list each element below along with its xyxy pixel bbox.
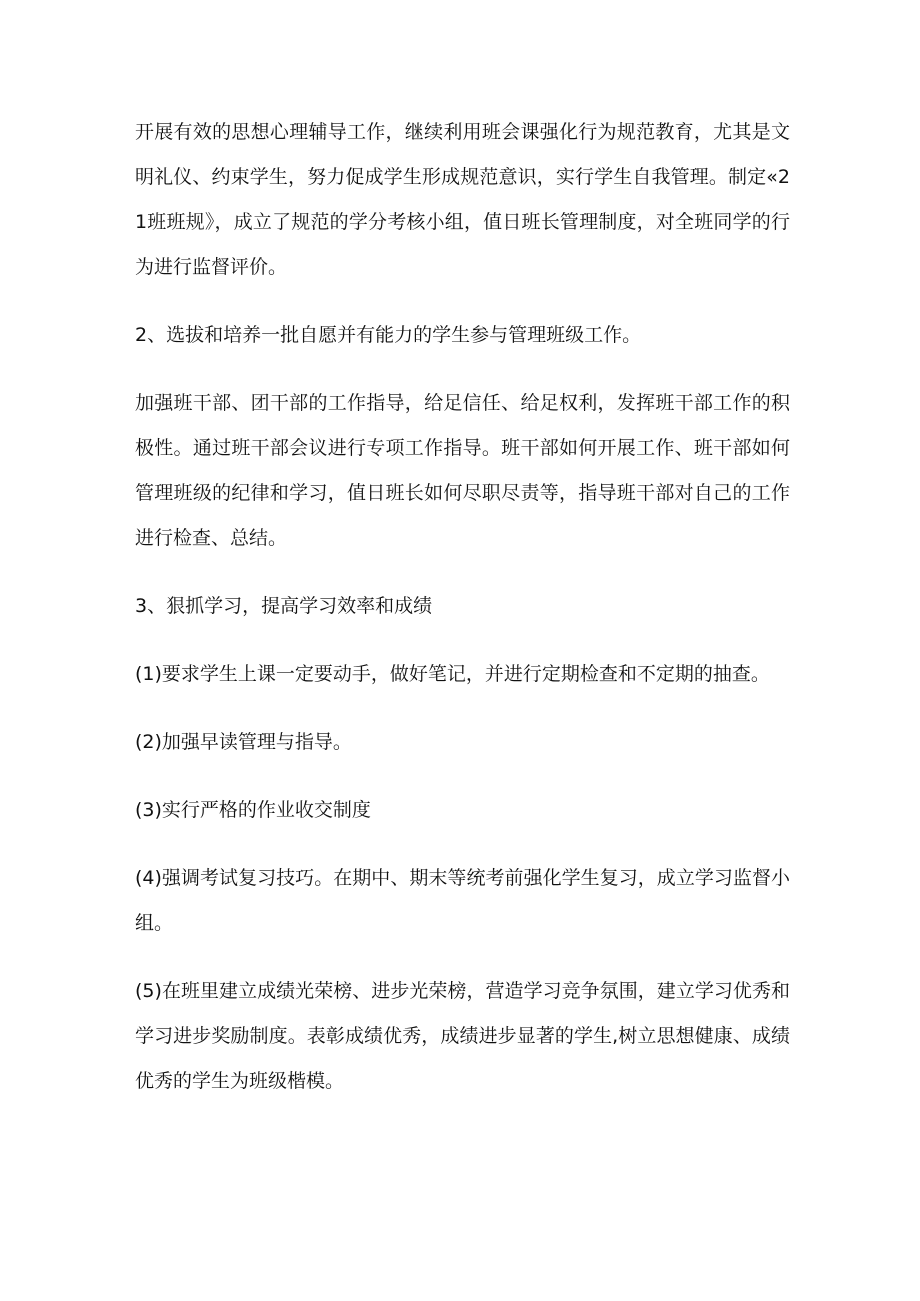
paragraph-counseling: 开展有效的思想心理辅导工作，继续利用班会课强化行为规范教育，尤其是文明礼仪、约束学生，努力促成学生形成规范意识，实行学生自我管理。制定«21班班规》，成立了规范的学分考核小组，值日班长管理制度，对全班同学的行为进行监督评价。: [135, 121, 790, 278]
list-item-1: (1)要求学生上课一定要动手，做好笔记，并进行定期检查和不定期的抽查。: [135, 663, 770, 685]
list-item-4: (4)强调考试复习技巧。在期中、期末等统考前强化学生复习，成立学习监督小组。: [135, 867, 790, 934]
list-item-2: (2)加强早读管理与指导。: [135, 731, 352, 753]
list-item-3: (3)实行严格的作业收交制度: [135, 799, 371, 821]
heading-item-2: 2、选拔和培养一批自愿并有能力的学生参与管理班级工作。: [135, 324, 642, 346]
document-body: [135, 110, 790, 1127]
paragraph-class-cadres: 加强班干部、团干部的工作指导，给足信任、给足权利，发挥班干部工作的积极性。通过班干部会议进行专项工作指导。班干部如何开展工作、班干部如何管理班级的纪律和学习，值日班长如何尽职尽责等，指导班干部对自己的工作进行检查、总结。: [135, 392, 790, 549]
heading-item-3: 3、狠抓学习，提高学习效率和成绩: [135, 595, 433, 617]
list-item-5: (5)在班里建立成绩光荣榜、进步光荣榜，营造学习竞争氛围，建立学习优秀和学习进步奖励制度。表彰成绩优秀，成绩进步显著的学生,树立思想健康、成绩优秀的学生为班级楷模。: [135, 980, 790, 1092]
